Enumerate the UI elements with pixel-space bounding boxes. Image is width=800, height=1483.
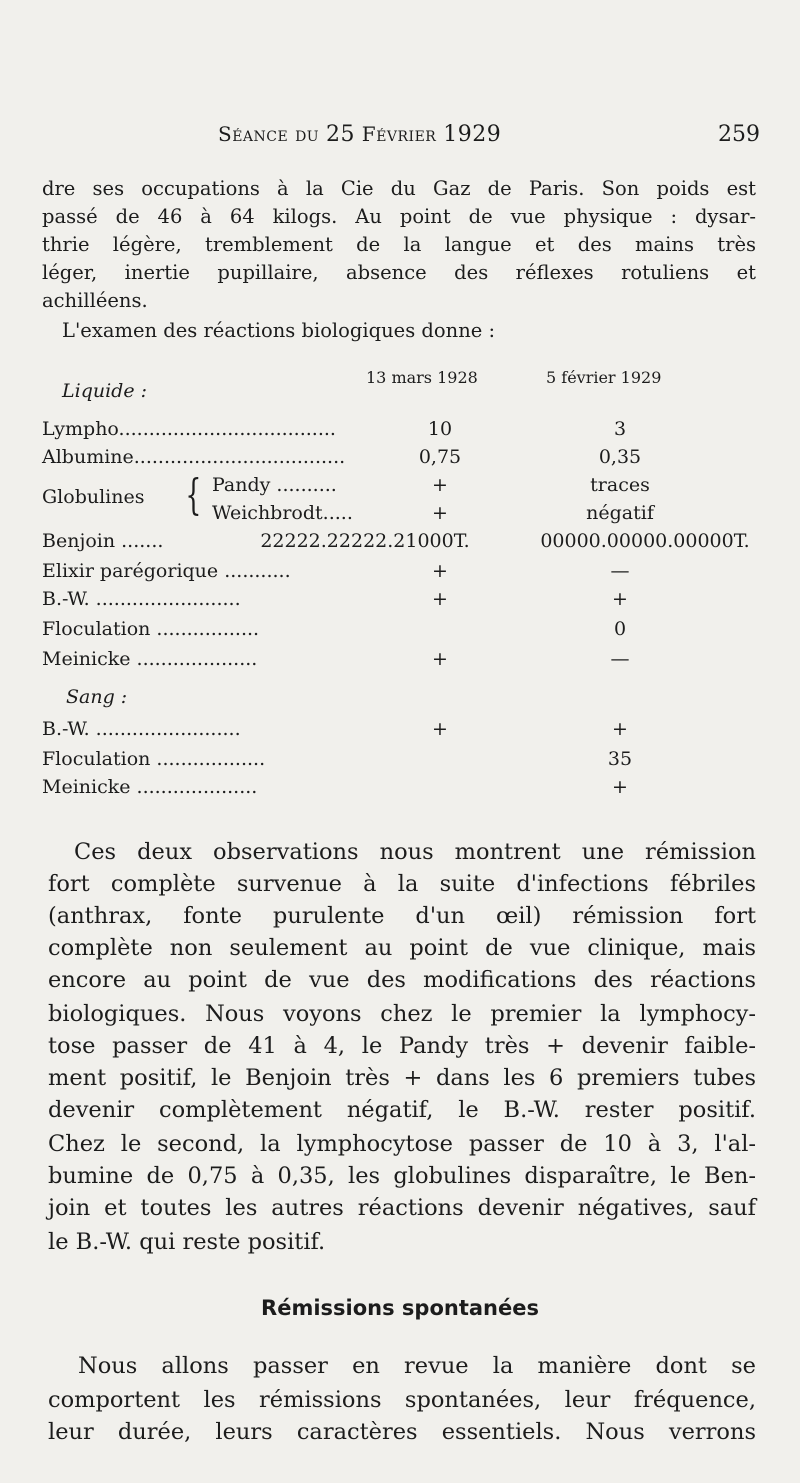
text-line: ment positif, le Benjoin très + dans les 6 premiers tubes (48, 1065, 756, 1091)
text-line: join et toutes les autres réactions devenir négatives, sauf (48, 1195, 756, 1221)
row-label: B.-W. ........................ (42, 588, 241, 610)
text-line: comportent les rémissions spontanées, leur fréquence, (48, 1387, 756, 1413)
text-line: passé de 46 à 64 kilogs. Au point de vue physique : dysar- (42, 205, 756, 228)
row-label: Floculation .................. (42, 748, 266, 770)
column-header-1928: 13 mars 1928 (366, 368, 478, 387)
section-heading: Rémissions spontanées (261, 1296, 539, 1320)
text-line: fort complète survenue à la suite d'infections fébriles (48, 871, 756, 897)
text-line: (anthrax, fonte purulente d'un œil) rémission fort (48, 903, 756, 929)
value-1928: 22222.22222.21000T. (260, 530, 470, 552)
value-1929: 00000.00000.00000T. (540, 530, 750, 552)
brace: { (185, 470, 202, 519)
text-line: léger, inertie pupillaire, absence des réflexes rotuliens et (42, 261, 756, 284)
text-line: Nous allons passer en revue la manière dont se (78, 1353, 756, 1379)
page-number: 259 (718, 122, 760, 147)
value-1929: + (612, 588, 628, 610)
column-header-1929: 5 février 1929 (546, 368, 662, 387)
value-1929: — (610, 648, 630, 670)
section-label-liquide: Liquide : (62, 380, 148, 402)
value-1929: négatif (586, 502, 654, 524)
sub-label-weichbrodt: Weichbrodt..... (212, 502, 353, 524)
text-line: leur durée, leurs caractères essentiels. Nous verrons (48, 1419, 756, 1445)
value-1928: + (432, 560, 448, 582)
row-label: Benjoin ....... (42, 530, 164, 552)
value-1928: 10 (427, 418, 453, 440)
text-line: thrie légère, tremblement de la langue et des mains très (42, 233, 756, 256)
text-line: achilléens. (42, 289, 148, 312)
row-label: Albumine................................... (42, 446, 346, 468)
value-1928: + (432, 718, 448, 740)
value-1929: 3 (613, 418, 627, 440)
value-1928: 0,75 (418, 446, 462, 468)
row-label: B.-W. ........................ (42, 718, 241, 740)
value-1928: + (432, 502, 448, 524)
row-label: Meinicke .................... (42, 776, 258, 798)
text-line: devenir complètement négatif, le B.-W. rester positif. (48, 1097, 756, 1123)
header-title: Séance du 25 Février 1929 (218, 122, 502, 147)
row-label: Floculation ................. (42, 618, 260, 640)
text-line: Chez le second, la lymphocytose passer de 10 à 3, l'al- (48, 1131, 756, 1157)
value-1929: — (610, 560, 630, 582)
value-1928: + (432, 474, 448, 496)
text-line: complète non seulement au point de vue clinique, mais (48, 935, 756, 961)
text-line: bumine de 0,75 à 0,35, les globulines disparaître, le Ben- (48, 1163, 756, 1189)
text-line: biologiques. Nous voyons chez le premier la lymphocy- (48, 1001, 756, 1027)
value-1929: + (612, 718, 628, 740)
text-line: tose passer de 41 à 4, le Pandy très + devenir faible- (48, 1033, 756, 1059)
text-line: L'examen des réactions biologiques donne : (62, 319, 496, 342)
value-1929: 0 (613, 618, 627, 640)
value-1929: traces (590, 474, 650, 496)
value-1929: 35 (607, 748, 633, 770)
value-1928: + (432, 648, 448, 670)
text-line: Ces deux observations nous montrent une rémission (74, 839, 756, 865)
row-label: Meinicke .................... (42, 648, 258, 670)
value-1929: + (612, 776, 628, 798)
text-line: encore au point de vue des modifications des réactions (48, 967, 756, 993)
row-label: Lympho.................................... (42, 418, 336, 440)
text-line: le B.-W. qui reste positif. (48, 1229, 326, 1255)
running-header (200, 122, 760, 162)
value-1928: + (432, 588, 448, 610)
row-label-globulines: Globulines (42, 486, 145, 508)
sub-label-pandy: Pandy .......... (212, 474, 337, 496)
text-line: dre ses occupations à la Cie du Gaz de Paris. Son poids est (42, 177, 756, 200)
row-label: Elixir parégorique ........... (42, 560, 291, 582)
value-1929: 0,35 (598, 446, 642, 468)
section-label-sang: Sang : (66, 686, 128, 708)
